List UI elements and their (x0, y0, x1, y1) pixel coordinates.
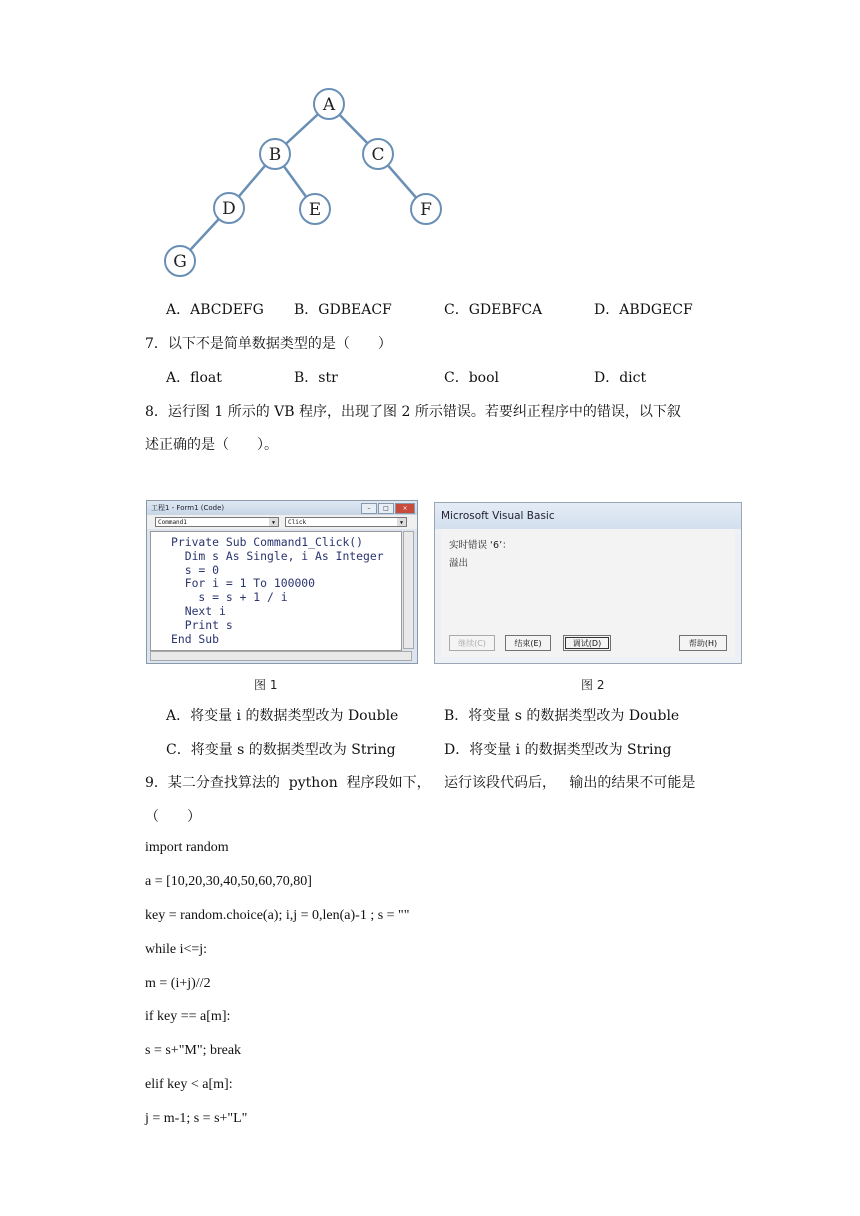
tree-node-g (165, 246, 195, 276)
tree-node-d (214, 193, 244, 223)
object-combo[interactable] (155, 517, 279, 527)
vb-code-window (146, 500, 418, 664)
dialog-title: Microsoft Visual Basic (435, 503, 741, 529)
q7-option-d: D．dict (594, 370, 647, 386)
svg-text:C: C (371, 145, 385, 165)
q8-stem-line1: 8．运行图 1 所示的 VB 程序，出现了图 2 所示错误。若要纠正程序中的错误，以下叙 (145, 404, 681, 420)
binary-tree-diagram (150, 80, 450, 280)
continue-button[interactable]: 继续(C) (449, 635, 495, 651)
q7-stem: 7．以下不是简单数据类型的是（ ） (145, 336, 392, 352)
q8-option-d: D．将变量 i 的数据类型改为 String (444, 742, 672, 758)
q6-option-c: C．GDEBFCA (444, 302, 543, 318)
chevron-down-icon: ▼ (269, 518, 278, 526)
figure2-caption: 图 2 (581, 678, 605, 692)
svg-text:G: G (173, 252, 187, 272)
error-code-text: 实时错误 ‘6’： (449, 540, 512, 551)
q9-code-line: while i<=j: (145, 942, 208, 957)
debug-button[interactable]: 调试(D) (563, 635, 611, 651)
vertical-scrollbar[interactable] (403, 531, 414, 649)
q9-stem-line1: 9．某二分查找算法的 python 程序段如下， 运行该段代码后， 输出的结果不可能是 (145, 775, 696, 791)
q9-code-line: elif key < a[m]: (145, 1077, 233, 1092)
tree-node-f (411, 194, 441, 224)
q8-option-b: B．将变量 s 的数据类型改为 Double (444, 708, 680, 724)
q9-code-line: import random (145, 840, 229, 855)
q7-option-a: A．float (166, 370, 222, 386)
horizontal-scrollbar[interactable] (150, 651, 412, 661)
figure1-caption: 图 1 (254, 678, 278, 692)
code-editor[interactable] (150, 531, 402, 651)
event-combo[interactable] (285, 517, 407, 527)
svg-text:E: E (308, 200, 322, 220)
vb-error-dialog (434, 502, 742, 664)
q9-code-line: if key == a[m]: (145, 1009, 231, 1024)
q9-code-line: a = [10,20,30,40,50,60,70,80] (145, 874, 312, 889)
chevron-down-icon: ▼ (397, 518, 406, 526)
q9-code-line: j = m-1; s = s+"L" (145, 1111, 248, 1126)
svg-text:F: F (420, 200, 432, 220)
q8-option-c: C．将变量 s 的数据类型改为 String (166, 742, 396, 758)
q6-option-a: A．ABCDEFG (166, 302, 264, 318)
q9-code-line: key = random.choice(a); i,j = 0,len(a)-1 ; s = "" (145, 908, 410, 923)
event-combo-value: Click (288, 519, 307, 526)
q9-code-line: m = (i+j)//2 (145, 976, 211, 991)
maximize-icon[interactable]: □ (378, 503, 394, 514)
error-message-text: 溢出 (449, 558, 469, 569)
end-button[interactable]: 结束(E) (505, 635, 551, 651)
svg-text:B: B (268, 145, 282, 165)
q7-option-c: C．bool (444, 370, 500, 386)
q6-option-b: B．GDBEACF (294, 302, 392, 318)
code-window-titlebar (147, 501, 417, 515)
help-button[interactable]: 帮助(H) (679, 635, 727, 651)
close-icon[interactable]: × (395, 503, 415, 514)
tree-node-a (314, 89, 344, 119)
q6-option-d: D．ABDGECF (594, 302, 693, 318)
tree-node-b (260, 139, 290, 169)
object-combo-value: Command1 (158, 519, 187, 526)
vb-code: Private Sub Command1_Click() Dim s As Single, i As Integer s = 0 For i = 1 To 100000 s = s + 1 / i Next i Print s End Sub (171, 535, 384, 646)
q9-stem-line2: （ ） (145, 809, 201, 825)
svg-text:D: D (222, 199, 236, 219)
tree-node-e (300, 194, 330, 224)
q8-stem-line2: 述正确的是（ ）。 (145, 437, 278, 453)
svg-text:A: A (322, 95, 336, 115)
code-window-title: 工程1 - Form1 (Code) (151, 504, 225, 512)
minimize-icon[interactable]: – (361, 503, 377, 514)
q9-code-line: s = s+"M"; break (145, 1043, 242, 1058)
q7-option-b: B．str (294, 370, 338, 386)
tree-node-c (363, 139, 393, 169)
q8-option-a: A．将变量 i 的数据类型改为 Double (166, 708, 399, 724)
